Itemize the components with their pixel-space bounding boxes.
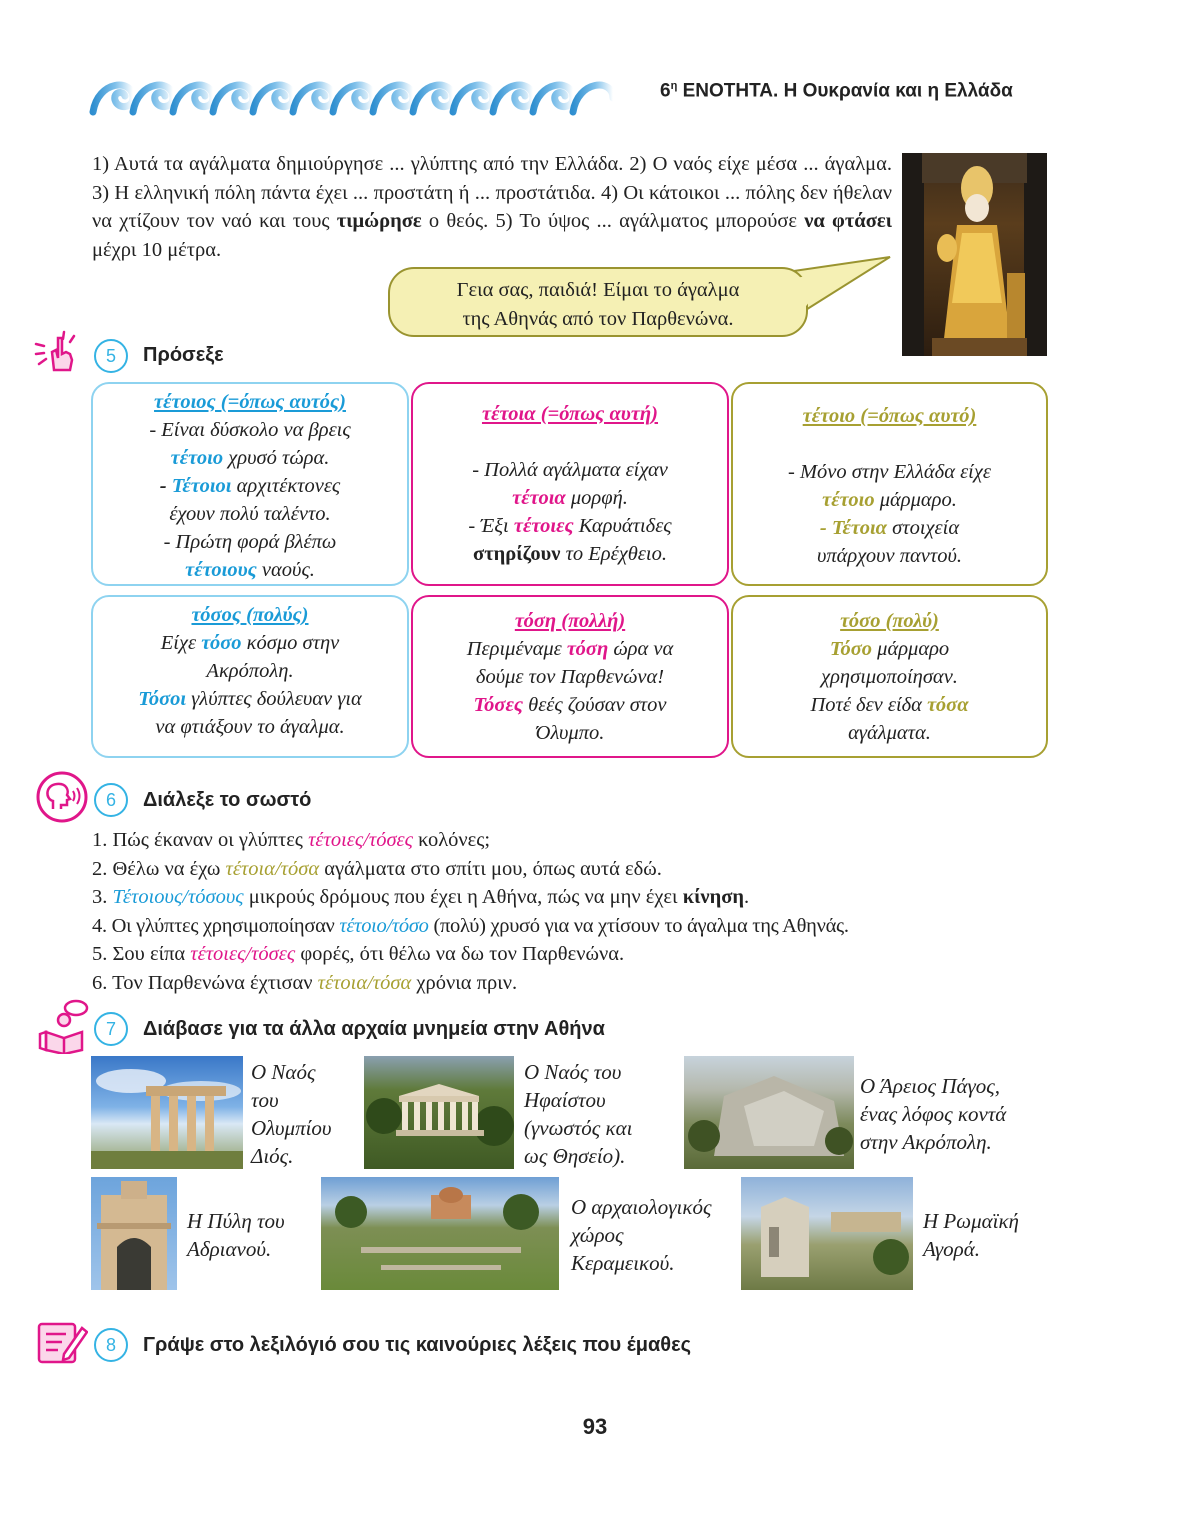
intro-paragraph	[92, 150, 892, 264]
item-text: κολόνες;	[412, 829, 491, 851]
intro-text-2: ο θεός. 5) Το ύψος ... αγάλματος μπορούσε	[421, 210, 805, 232]
box-line: αγάλματα.	[848, 722, 931, 744]
highlight-word: τόσο	[201, 632, 242, 654]
highlight-word: τέτοιο	[170, 447, 224, 469]
box-text: μάρμαρο.	[874, 489, 957, 511]
box-text: χρυσό τώρα.	[223, 447, 330, 469]
highlight-word: τέτοιες	[513, 515, 574, 537]
item-text: 6. Τον Παρθενώνα έχτισαν	[92, 971, 318, 994]
exercise-5-title: Πρόσεξε	[143, 344, 224, 366]
speaking-head-icon	[33, 771, 91, 823]
box-line	[413, 540, 727, 568]
box-line	[93, 444, 407, 472]
choice-option[interactable]: τέτοιες/τόσες	[190, 943, 296, 965]
unit-superscript: η	[670, 80, 678, 92]
box-text: - Έξι	[468, 515, 514, 537]
box-line: να φτιάξουν το άγαλμα.	[155, 716, 345, 738]
bubble-line-1: Γεια σας, παιδιά! Είμαι το άγαλμα	[456, 279, 740, 301]
box-line	[413, 691, 727, 719]
box-text: γλύπτες δούλευαν για	[186, 688, 362, 710]
choice-option[interactable]: τέτοια/τόσα	[225, 857, 320, 880]
caption-line: χώρος	[571, 1223, 624, 1247]
box-line	[733, 691, 1046, 719]
grammar-box-toso	[731, 595, 1048, 758]
caption-hadrians-arch	[187, 1207, 285, 1263]
choice-option[interactable]: τέτοιο/τόσο	[339, 914, 429, 937]
box-text: Καρυάτιδες	[573, 515, 672, 537]
box-title: τέτοιο (=όπως αυτό)	[802, 405, 977, 427]
caption-olympian-zeus	[251, 1058, 332, 1170]
hadrians-arch-photo	[91, 1177, 177, 1290]
highlight-word: Τόσοι	[138, 688, 187, 710]
box-title: τέτοιος (=όπως αυτός)	[154, 391, 346, 413]
box-text: ναούς.	[256, 559, 315, 581]
exercise-7-number: 7	[94, 1012, 128, 1046]
caption-line: Ο Ναός του	[524, 1060, 622, 1084]
box-text: Ποτέ δεν είδα	[810, 694, 928, 716]
item-text: 3.	[92, 886, 113, 908]
item-text: (πολύ) χρυσό για να χτίσουν το άγαλμα της Αθηνάς.	[428, 914, 849, 937]
box-text: ώρα να	[608, 638, 674, 660]
item-text: 4. Οι γλύπτες χρησιμοποίησαν	[92, 914, 340, 937]
unit-title-text: ΕΝΟΤΗΤΑ. Η Ουκρανία και η Ελλάδα	[682, 80, 1013, 102]
box-line	[413, 484, 727, 512]
highlight-word: Τέτοια	[831, 517, 888, 539]
temple-of-hephaestus-photo	[364, 1056, 514, 1169]
exercise-6-title: Διάλεξε το σωστό	[143, 789, 312, 811]
list-item	[92, 940, 849, 969]
list-item	[92, 883, 849, 912]
box-text: -	[159, 475, 172, 497]
box-title: τόσο (πολύ)	[840, 610, 939, 632]
box-line: χρησιμοποίησαν.	[821, 666, 958, 688]
areopagus-photo	[684, 1056, 854, 1169]
caption-areopagus	[860, 1072, 1006, 1156]
item-text: 5. Σου είπα	[92, 943, 191, 965]
caption-line: (γνωστός και	[524, 1116, 633, 1140]
box-line: δούμε τον Παρθενώνα!	[475, 666, 665, 688]
caption-line: Αγορά.	[923, 1237, 981, 1261]
caption-line: Διός.	[251, 1144, 294, 1168]
caption-line: Ο Ναός	[251, 1060, 316, 1084]
writing-notebook-icon	[36, 1318, 88, 1366]
bubble-tail-cover	[795, 268, 835, 328]
exercise-8-number: 8	[94, 1328, 128, 1362]
intro-text-1: 1) Αυτά τα αγάλματα δημιούργησε ... γλύπτης από την Ελλάδα. 2) Ο ναός είχε μέσα ... άγαλμα. 3) Η ελληνική πόλη πάντα έχει ... προστάτη ή ... προστάτιδα. 4) Οι κάτοικοι ... πόλης δεν ήθελαν να χτίζουν τον ναό και τους	[92, 153, 892, 232]
box-line: υπάρχουν παντού.	[816, 545, 962, 567]
caption-kerameikos	[571, 1193, 711, 1277]
grammar-box-tetoio	[731, 382, 1048, 586]
caption-line: ένας λόφος κοντά	[860, 1102, 1007, 1126]
box-text: Είχε	[160, 632, 202, 654]
box-text: μορφή.	[565, 487, 628, 509]
item-text: φορές, ότι θέλω να δω τον Παρθενώνα.	[295, 943, 625, 965]
exercise-8-title: Γράψε στο λεξιλόγιό σου τις καινούριες λέξεις που έμαθες	[143, 1334, 691, 1356]
kerameikos-photo	[321, 1177, 559, 1290]
box-line: - Μόνο στην Ελλάδα είχε	[788, 461, 991, 483]
box-line	[413, 512, 727, 540]
caption-line: Κεραμεικού.	[571, 1251, 675, 1275]
unit-title	[660, 80, 1013, 102]
caption-line: του	[251, 1088, 279, 1112]
box-line	[413, 635, 727, 663]
box-text: το Ερέχθειο.	[560, 543, 667, 565]
box-title: τόσος (πολύς)	[191, 604, 309, 626]
box-line: έχουν πολύ ταλέντο.	[169, 503, 331, 525]
box-line	[93, 629, 407, 657]
exercise-6-number: 6	[94, 783, 128, 817]
athena-statue-photo	[902, 153, 1047, 356]
grammar-box-tosos	[91, 595, 409, 758]
box-title: τόση (πολλή)	[514, 610, 626, 632]
highlight-word: τέτοιους	[185, 559, 257, 581]
attention-hand-icon	[34, 330, 80, 374]
caption-line: Αδριανού.	[187, 1237, 272, 1261]
box-text: κόσμο στην	[241, 632, 340, 654]
speech-bubble	[388, 267, 808, 337]
highlight-word: Τέτοιοι	[171, 475, 232, 497]
highlight-word: τόσα	[927, 694, 969, 716]
highlight-word: τέτοια	[512, 487, 566, 509]
highlight-word: Τόσες	[473, 694, 524, 716]
caption-line: Ο Άρειος Πάγος,	[860, 1074, 1001, 1098]
exercise-6-list	[92, 826, 849, 997]
box-line: - Πρώτη φορά βλέπω	[163, 531, 337, 553]
box-line	[93, 685, 407, 713]
grammar-box-tosi	[411, 595, 729, 758]
item-text: .	[744, 886, 750, 908]
item-text: αγάλματα στο σπίτι μου, όπως αυτά εδώ.	[319, 857, 662, 880]
exercise-5-number: 5	[94, 339, 128, 373]
bold-word: στηρίζουν	[473, 543, 561, 565]
intro-bold-1: τιμώρησε	[336, 210, 422, 232]
highlight-word: τόση	[566, 638, 609, 660]
box-line: - Πολλά αγάλματα είχαν	[472, 459, 668, 481]
caption-line: Ολυμπίου	[251, 1116, 332, 1140]
caption-roman-agora	[923, 1207, 1019, 1263]
box-title: τέτοια (=όπως αυτή)	[481, 403, 659, 425]
caption-line: Η Πύλη του	[187, 1209, 285, 1233]
list-item	[92, 826, 849, 855]
highlight-word: τέτοιο	[822, 489, 875, 511]
caption-line: Ηφαίστου	[524, 1088, 606, 1112]
unit-number: 6	[660, 80, 671, 102]
caption-hephaestus	[524, 1058, 633, 1170]
grammar-box-tetoia	[411, 382, 729, 586]
box-line	[733, 635, 1046, 663]
choice-option[interactable]: τέτοιες/τόσες	[308, 829, 413, 851]
list-item	[92, 855, 849, 884]
item-text: 1. Πώς έκαναν οι γλύπτες	[92, 829, 309, 851]
choice-option[interactable]: Τέτοιους/τόσους	[112, 886, 244, 908]
temple-of-olympian-zeus-photo	[91, 1056, 243, 1169]
box-line	[733, 486, 1046, 514]
highlight-word: Τόσο	[829, 638, 873, 660]
item-text: 2. Θέλω να έχω	[92, 857, 226, 880]
box-line: - Είναι δύσκολο να βρεις	[149, 419, 351, 441]
item-text: μικρούς δρόμους που έχει η Αθήνα, πώς να μην έχει	[243, 886, 683, 908]
box-text: θεές ζούσαν στον	[523, 694, 667, 716]
box-line	[93, 556, 407, 584]
caption-line: στην Ακρόπολη.	[860, 1130, 992, 1154]
intro-bold-2: να φτάσει	[804, 210, 892, 232]
roman-agora-photo	[741, 1177, 913, 1290]
box-text: αρχιτέκτονες	[231, 475, 341, 497]
choice-option[interactable]: τέτοια/τόσα	[317, 971, 412, 994]
box-text: -	[819, 517, 832, 539]
exercise-7-title: Διάβασε για τα άλλα αρχαία μνημεία στην Αθήνα	[143, 1018, 605, 1040]
box-text: Περιμέναμε	[466, 638, 567, 660]
grammar-box-tetoios	[91, 382, 409, 586]
bold-word: κίνηση	[682, 886, 745, 908]
reading-person-icon	[36, 998, 90, 1054]
box-text: μάρμαρο	[872, 638, 950, 660]
box-line	[733, 514, 1046, 542]
box-line	[93, 472, 407, 500]
box-line: Ακρόπολη.	[206, 660, 294, 682]
list-item	[92, 912, 849, 941]
box-text: στοιχεία	[887, 517, 960, 539]
item-text: χρόνια πριν.	[411, 971, 518, 994]
list-item	[92, 969, 849, 998]
caption-line: ως Θησείο).	[524, 1144, 626, 1168]
box-line: Όλυμπο.	[535, 722, 605, 744]
caption-line: Ο αρχαιολογικός	[571, 1195, 712, 1219]
bubble-line-2: της Αθηνάς από τον Παρθενώνα.	[462, 308, 734, 330]
page-number: 93	[582, 1414, 608, 1439]
wave-decoration	[88, 70, 618, 120]
caption-line: Η Ρωμαϊκή	[923, 1209, 1019, 1233]
intro-text-3: μέχρι 10 μέτρα.	[92, 238, 222, 261]
